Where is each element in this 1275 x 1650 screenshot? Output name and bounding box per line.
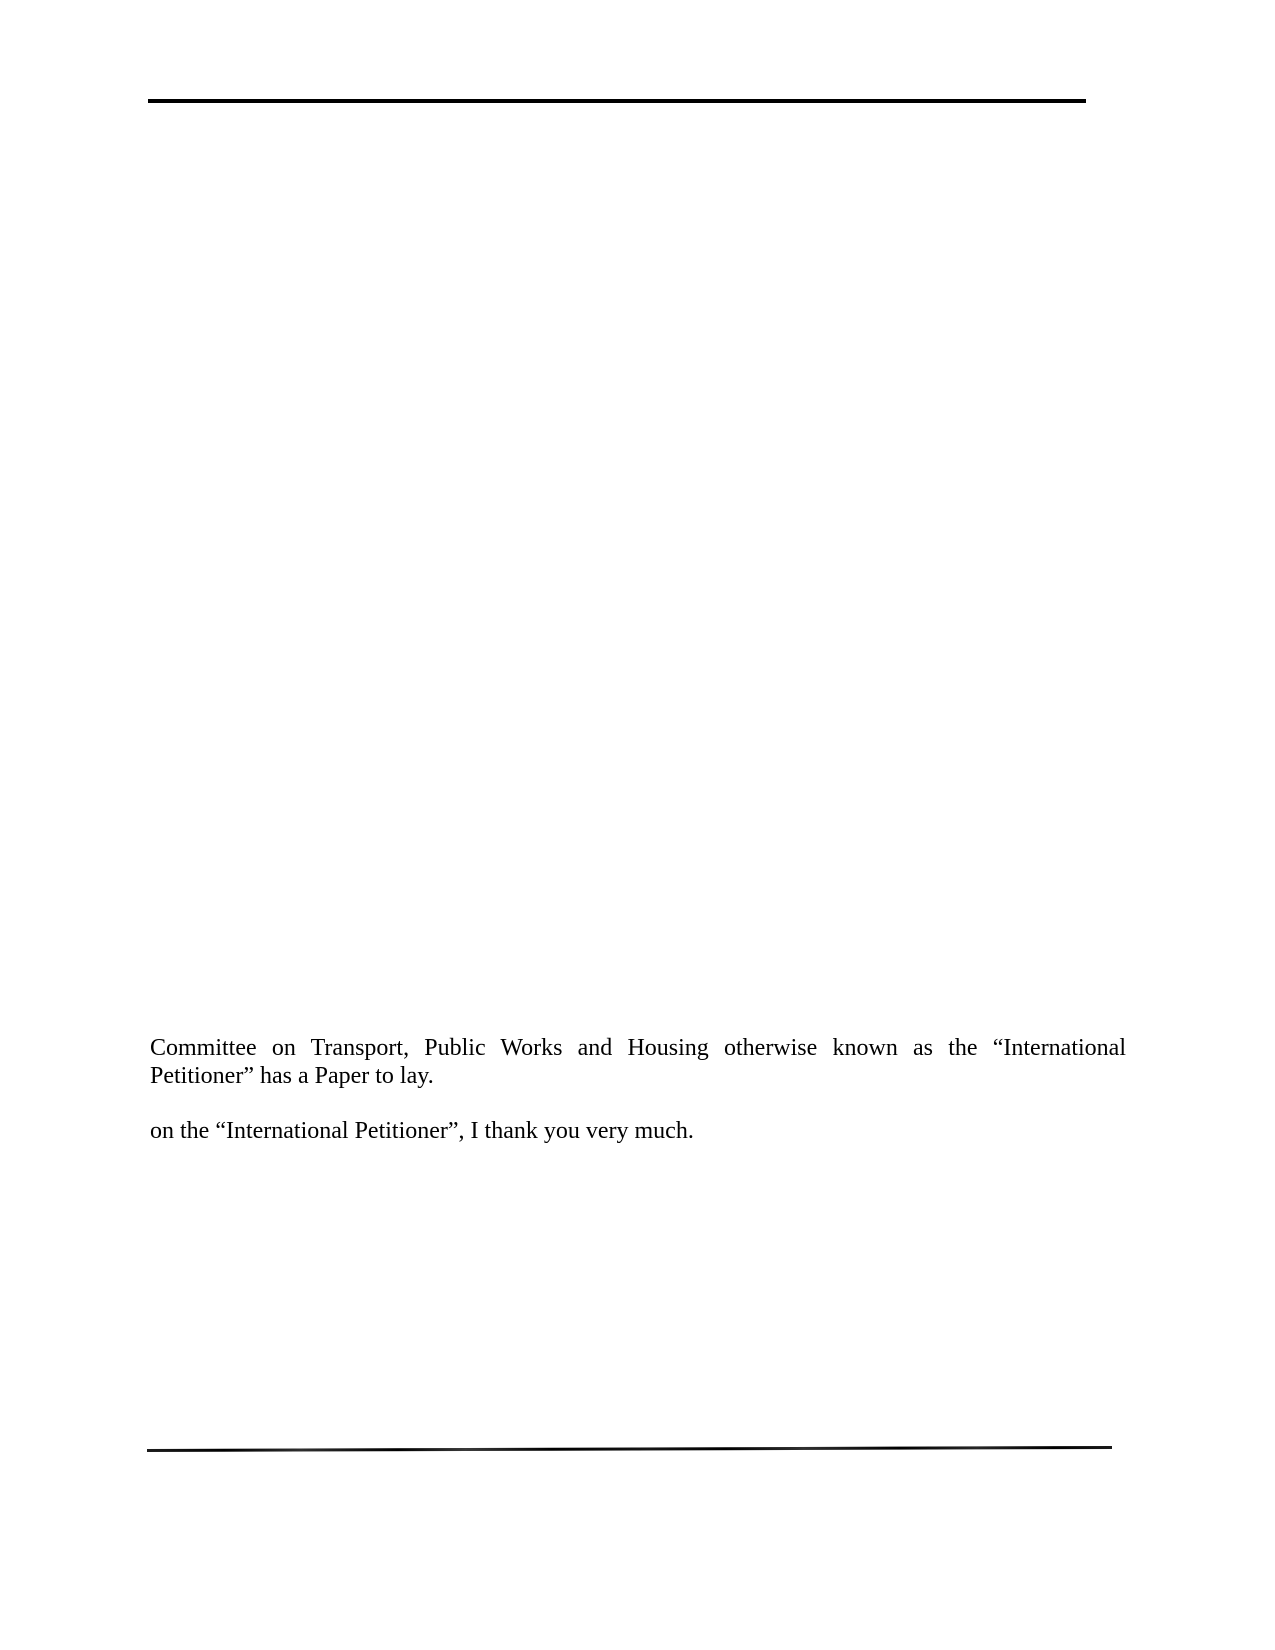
paragraph-line: Committee on Transport, Public Works and Housing otherwise known as the “International bbox=[150, 1035, 1126, 1061]
paragraph-line: on the “International Petitioner”, I thank you very much. bbox=[150, 1118, 694, 1144]
top-rule bbox=[148, 99, 1086, 103]
paragraph-line: Petitioner” has a Paper to lay. bbox=[150, 1063, 434, 1089]
bottom-rule bbox=[147, 1446, 1112, 1452]
paragraph-thank-you bbox=[150, 1117, 1126, 1145]
paragraph-committee-paper bbox=[150, 1034, 1126, 1090]
